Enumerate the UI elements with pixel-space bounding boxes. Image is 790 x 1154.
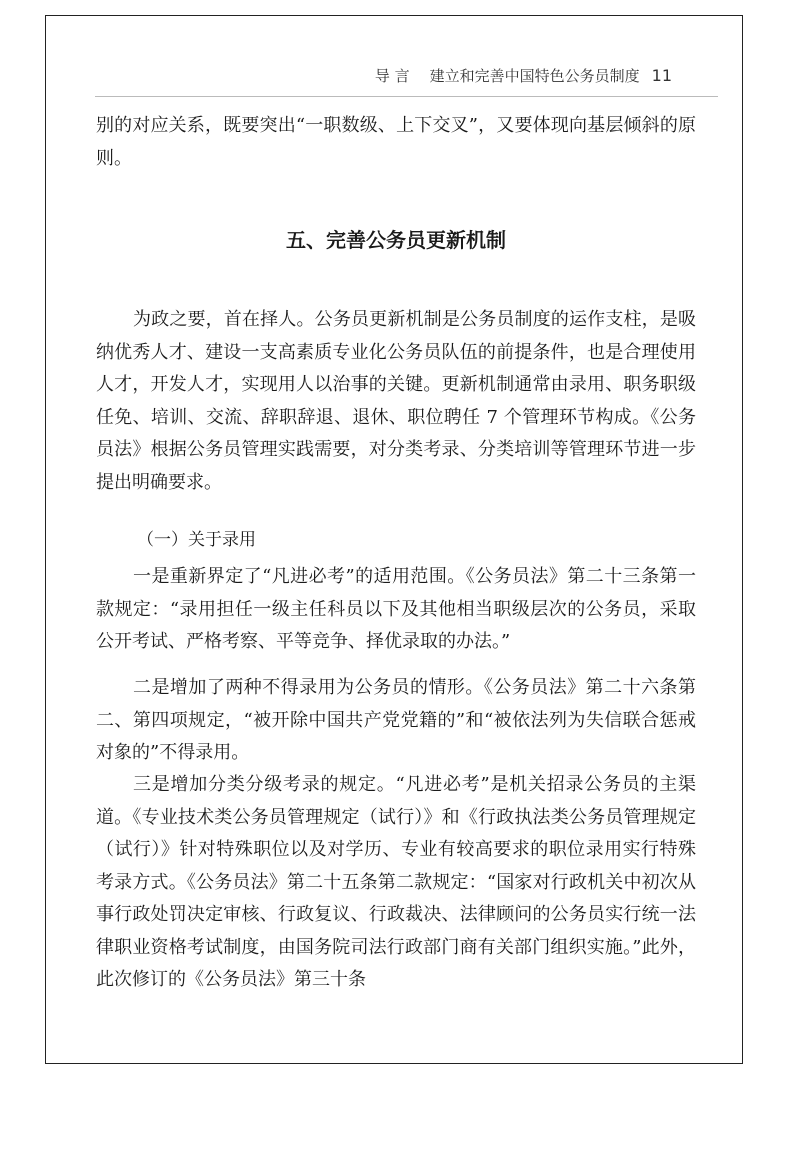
- header-label: 导 言: [374, 67, 410, 85]
- book-page: [45, 15, 743, 1064]
- continuation-paragraph: 别的对应关系，既要突出“一职数级、上下交叉”，又要体现向基层倾斜的原则。: [96, 115, 696, 169]
- header-rule: [95, 96, 718, 97]
- paragraph-first: 一是重新界定了“凡进必考”的适用范围。《公务员法》第二十三条第一款规定：“录用担任一级主任科员以下及其他相当职级层次的公务员，采取公开考试、严格考察、平等竞争、择优录取的办法。”: [96, 566, 696, 652]
- running-header: [375, 65, 672, 86]
- header-title: 建立和完善中国特色公务员制度: [429, 67, 640, 85]
- section-title: 五、完善公务员更新机制: [286, 228, 506, 252]
- paragraph-second: 二是增加了两种不得录用为公务员的情形。《公务员法》第二十六条第二、第四项规定，“被开除中国共产党党籍的”和“被依法列为失信联合惩戒对象的”不得录用。: [96, 677, 696, 763]
- paragraph-third: 三是增加分类分级考录的规定。“凡进必考”是机关招录公务员的主渠道。《专业技术类公务员管理规定（试行）》和《行政执法类公务员管理规定（试行）》针对特殊职位以及对学历、专业有较高要求的职位录用实行特殊考录方式。《公务员法》第二十五条第二款规定：“国家对行政机关中初次从事行政处罚决定审核、行政复议、行政裁决、法律顾问的公务员实行统一法律职业资格考试制度，由国务院司法行政部门商有关部门组织实施。”此外，此次修订的《公务员法》第三十条: [96, 774, 696, 990]
- subheading: （一）关于录用: [137, 530, 256, 550]
- intro-paragraph: 为政之要，首在择人。公务员更新机制是公务员制度的运作支柱，是吸纳优秀人才、建设一支高素质专业化公务员队伍的前提条件，也是合理使用人才，开发人才，实现用人以治事的关键。更新机制通常由录用、职务职级任免、培训、交流、辞职辞退、退休、职位聘任 7 个管理环节构成。《公务员法》根据公务员管理实践需要，对分类考录、分类培训等管理环节进一步提出明确要求。: [96, 309, 696, 493]
- page-number: 11: [651, 66, 672, 85]
